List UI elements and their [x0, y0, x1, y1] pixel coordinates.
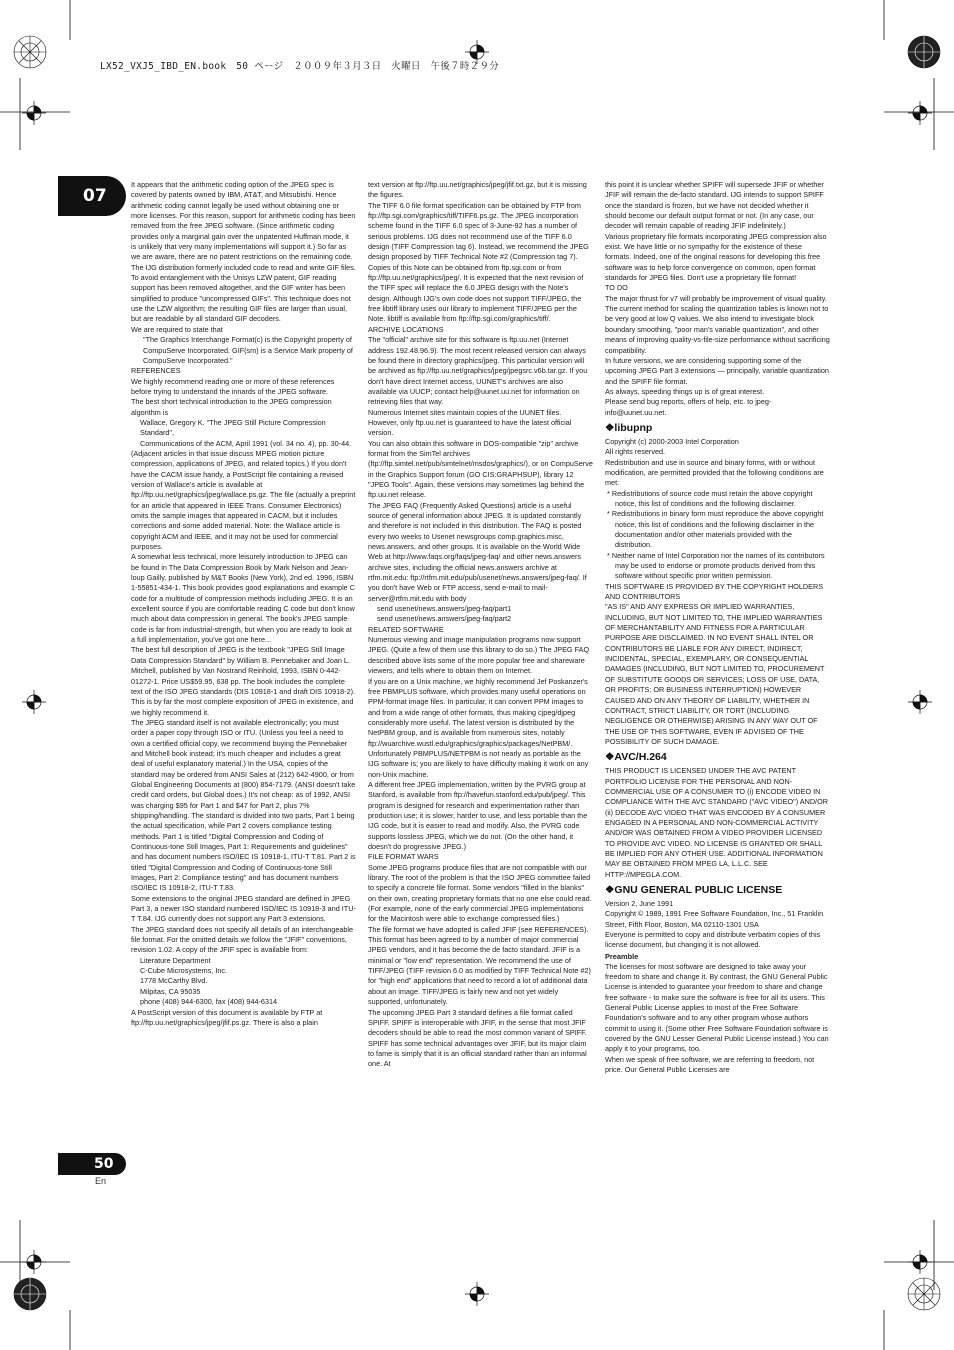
paragraph: You can also obtain this software in DOS-compatible "zip" archive format from the SimTel archives (ftp://ftp.simtel.net/pub/simtelnet/msdos/graphics/), or on CompuServe in the Graphics Support forum (GO CIS:GRAPHSUP), library 12 "JPEG Tools". Again, these versions may sometimes lag behind the ftp.uu.net release. — [368, 438, 593, 500]
paragraph: "AS IS" AND ANY EXPRESS OR IMPLIED WARRANTIES, INCLUDING, BUT NOT LIMITED TO, THE IMPLIED WARRANTIES OF MERCHANTABILITY AND FITNESS FOR A PARTICULAR PURPOSE ARE DISCLAIMED. IN NO EVENT SHALL INTEL OR CONTRIBUTORS BE LIABLE FOR ANY DIRECT, INDIRECT, INCIDENTAL, SPECIAL, EXEMPLARY, OR CONSEQUENTIAL DAMAGES (INCLUDING, BUT NOT LIMITED TO, PROCUREMENT OF SUBSTITUTE GOODS OR SERVICES; LOSS OF USE, DATA, OR PROFITS; OR BUSINESS INTERRUPTION) HOWEVER CAUSED AND ON ANY THEORY OF LIABILITY, WHETHER IN CONTRACT, STRICT LIABILITY, OR TORT (INCLUDING NEGLIGENCE OR OTHERWISE) ARISING IN ANY WAY OUT OF THE USE OF THIS SOFTWARE, EVEN IF ADVISED OF THE POSSIBILITY OF SUCH DAMAGE. — [605, 602, 825, 746]
paragraph: Redistribution and use in source and binary forms, with or without modification, are permitted provided that the following conditions are met: — [605, 457, 824, 488]
crosshair-mid-right — [908, 690, 932, 714]
crosshair-top-left — [22, 101, 46, 125]
paragraph: The "official" archive site for this software is ftp.uu.net (Internet address 192.48.96.9). The most recent released version can always be found there in directory graphics/jpeg. This particular version will be archived as ftp://ftp.uu.net/graphics/jpeg/jpegsrc.v6b.tar.gz. If you don't have direct Internet access, UUNET's archives are also available via UUCP; contact help@uunet.uu.net for information on retrieving files that way. — [368, 335, 588, 407]
paragraph: Some extensions to the original JPEG standard are defined in JPEG Part 3, a newer ISO standard numbered ISO/IEC IS 10918-3 and ITU-T T.84. IJG currently does not support any Part 3 extensions. — [131, 893, 356, 924]
paragraph: phone (408) 944-6300, fax (408) 944-6314 — [140, 997, 278, 1007]
paragraph: As always, speeding things up is of great interest. — [605, 386, 765, 396]
crosshair-top-right — [908, 101, 932, 125]
paragraph: All rights reserved. — [605, 447, 666, 457]
paragraph: "The Graphics Interchange Format(c) is the Copyright property of CompuServe Incorporated. GIF(sm) is a Service Mark property of CompuServe Incorporated." — [143, 335, 353, 365]
paragraph: THIS PRODUCT IS LICENSED UNDER THE AVC PATENT PORTFOLIO LICENSE FOR THE PERSONAL AND NON-COMMERCIAL USE OF A CONSUMER TO (i) ENCODE VIDEO IN COMPLIANCE WITH THE AVC STANDARD ("AVC VIDEO") AND/OR (ii) DECODE AVC VIDEO THAT WAS ENCODED BY A CONSUMER ENGAGED IN A PERSONAL AND NON-COMMERCIAL ACTIVITY AND/OR WAS OBTAINED FROM A VIDEO PROVIDER LICENSED TO PROVIDE AVC VIDEO. NO LICENSE IS GRANTED OR SHALL BE IMPLIED FOR ANY OTHER USE. ADDITIONAL INFORMATION MAY BE OBTAINED FROM MPEG LA, L.L.C. SEE HTTP://MPEGLA.COM. — [605, 766, 828, 879]
paragraph: The major thrust for v7 will probably be improvement of visual quality. The current method for scaling the quantization tables is known not to be very good at low Q values. We also intend to investigate block boundary smoothing, "poor man's variable quantization", and other means of improving quality-vs-file-size performance without sacrificing compatibility. — [605, 293, 830, 355]
paragraph: C-Cube Microsystems, Inc. — [140, 966, 228, 976]
paragraph: (Adjacent articles in that issue discuss MPEG motion picture compression, applications of JPEG, and related topics.) If you don't have the CACM issue handy, a PostScript file containing a revised version of Wallace's article is available at ftp://ftp.uu.net/graphics/jpeg/wallace.ps.gz. The file (actually a preprint for an article that appeared in IEEE Trans. Consumer Electronics) omits the sample images that appeared in CACM, but it includes corrections and some added material. Note: the Wallace article is copyright ACM and IEEE, and it may not be used for commercial purposes. — [131, 448, 356, 552]
crosshair-bottom-left — [22, 1250, 46, 1274]
paragraph: Copyright © 1989, 1991 Free Software Foundation, Inc., 51 Franklin Street, Fifth Floor, Boston, MA 02110-1301 USA — [605, 909, 824, 929]
paragraph: The licenses for most software are designed to take away your freedom to share and change it. By contrast, the GNU General Public License is intended to guarantee your freedom to share and change free software - to make sure the software is free for all its users. This General Public License applies to most of the Free Software Foundation's software and to any other program whose authors commit to using it. (Some other Free Software Foundation software is covered by the GNU Lesser General Public License instead.) You can apply it to your programs, too. — [605, 961, 829, 1054]
list-item: * Redistributions of source code must retain the above copyright notice, this list of conditions and the following disclaimer. — [607, 488, 813, 508]
paragraph: A different free JPEG implementation, written by the PVRG group at Stanford, is available from ftp://havefun.stanford.edu/pub/jpeg/. This program is designed for research and experimentation rather than production use; it is slower, harder to use, and less portable than the IJG code, but it is easier to read and modify. Also, the PVRG code supports lossless JPEG, which we do not. (On the other hand, it doesn't do progressive JPEG.) — [368, 779, 588, 851]
paragraph: Please send bug reports, offers of help, etc. to jpeg-info@uunet.uu.net. — [605, 397, 772, 417]
list-item: * Neither name of Intel Corporation nor the names of its contributors may be used to endorse or promote products derived from this software without specific prior written permission. — [607, 550, 825, 581]
paragraph: The best short technical introduction to the JPEG compression algorithm is — [131, 397, 332, 417]
language-code: En — [95, 1176, 107, 1186]
paragraph: Numerous viewing and image manipulation programs now support JPEG. (Quite a few of them use this library to do so.) The JPEG FAQ described above lists some of the more popular free and shareware viewers, and tells where to obtain them on Internet. — [368, 635, 590, 676]
paragraph: Communications of the ACM, April 1991 (vol. 34 no. 4), pp. 30-44. — [140, 438, 352, 448]
paragraph: Various proprietary file formats incorporating JPEG compression also exist. We have little or no sympathy for the existence of these formats. Indeed, one of the original reasons for developing this free software was to help force convergence on common, open format standards for JPEG files. Don't use a proprietary file format! — [605, 231, 827, 283]
paragraph: RELATED SOFTWARE — [368, 624, 444, 634]
paragraph: The IJG distribution formerly included code to read and write GIF files. To avoid entanglement with the Unisys LZW patent, GIF reading support has been removed altogether, and the GIF writer has been simplified to produce "uncompressed GIFs". This technique does not use the LZW algorithm; the resulting GIF files are larger than usual, but are readable by all standard GIF decoders. — [131, 262, 356, 324]
paragraph: send usenet/news.answers/jpeg-faq/part1 — [377, 604, 512, 614]
paragraph: TO DO — [605, 283, 628, 293]
paragraph: The JPEG standard itself is not available electronically; you must order a paper copy through ISO or ITU. (Unless you feel a need to own a certified official copy, we recommend buying the Pennebaker and Mitchell book instead; it's much cheaper and includes a great deal of useful explanatory material.) In the USA, copies of the standard may be ordered from ANSI Sales at (212) 642-4900, or from Global Engineering Documents at (800) 854-7179. (ANSI doesn't take credit card orders, but Global does.) It's not cheap: as of 1992, ANSI was charging $95 for Part 1 and $47 for Part 2, plus 7% shipping/handling. The standard is divided into two parts, Part 1 being the actual specification, while Part 2 covers compliance testing methods. Part 1 is titled "Digital Compression and Coding of Continuous-tone Still Images, Part 1: Requirements and guidelines" and has document numbers ISO/IEC IS 10918-1, ITU-T T.81. Part 2 is titled "Digital Compression and Coding of Continuous-tone Still Images, Part 2: Compliance testing" and has document numbers ISO/IEC IS 10918-2, ITU-T T.83. — [131, 717, 356, 893]
paragraph: THIS SOFTWARE IS PROVIDED BY THE COPYRIGHT HOLDERS AND CONTRIBUTORS — [605, 581, 824, 602]
chapter-tab: 07 — [58, 176, 126, 216]
subsection-heading: Preamble — [605, 951, 639, 961]
paragraph: A somewhat less technical, more leisurely introduction to JPEG can be found in The Data Compression Book by Mark Nelson and Jean-loup Gailly, published by M&T Books (New York), 2nd ed. 1996, ISBN 1-55851-434-1. This book provides good explanations and example C code for a multitude of compression methods including JPEG. It is an excellent source if you are comfortable reading C code but don't know much about data compression in general. The book's JPEG sample code is far from industrial-strength, but when you are ready to look at a full implementation, you've got one here... — [131, 552, 355, 645]
crosshair-bottom-center — [465, 1282, 489, 1306]
paragraph: Some JPEG programs produce files that are not compatible with our library. The root of the problem is that the ISO JPEG committee failed to specify a concrete file format. Some vendors "filled in the blanks" on their own, creating proprietary formats that no one else could read. (For example, none of the early commercial JPEG implementations for the Macintosh were able to exchange compressed files.) — [368, 862, 592, 924]
paragraph: ARCHIVE LOCATIONS — [368, 324, 444, 334]
paragraph: A PostScript version of this document is available by FTP at ftp://ftp.uu.net/graphics/jpeg/jfif.ps.gz. There is also a plain — [131, 1007, 323, 1027]
page-number: 50 — [58, 1153, 126, 1175]
section-heading: ❖AVC/H.264 — [605, 751, 667, 764]
paragraph: Everyone is permitted to copy and distribute verbatim copies of this license document, but changing it is not allowed. — [605, 930, 821, 950]
paragraph: Numerous Internet sites maintain copies of the UUNET files. However, only ftp.uu.net is guaranteed to have the latest official version. — [368, 407, 572, 438]
paragraph: The upcoming JPEG Part 3 standard defines a file format called SPIFF. SPIFF is interoperable with JFIF, in the sense that most JFIF decoders should be able to read the most common variant of SPIFF. SPIFF has some technical advantages over JFIF, but its major claim to fame is simply that it is an official standard rather than an informal one. At — [368, 1007, 587, 1069]
corner-target-top-left — [14, 36, 46, 68]
corner-target-bottom-right — [908, 1278, 940, 1310]
paragraph: The JPEG standard does not specify all details of an interchangeable file format. For the omitted details we follow the "JFIF" conventions, revision 1.02. A copy of the JFIF spec is available from: — [131, 924, 354, 955]
crosshair-mid-left — [22, 690, 46, 714]
list-item: * Redistributions in binary form must reproduce the above copyright notice, this list of conditions and the following disclaimer in the documentation and/or other materials provided with the distribution. — [607, 509, 824, 550]
paragraph: In future versions, we are considering supporting some of the upcoming JPEG Part 3 extensions — principally, variable quantization and the SPIFF file format. — [605, 355, 829, 386]
paragraph: The best full description of JPEG is the textbook "JPEG Still Image Data Compression Standard" by William B. Pennebaker and Joan L. Mitchell, published by Van Nostrand Reinhold, 1993, ISBN 0-442-01272-1. Price US$59.95, 638 pp. The book includes the complete text of the ISO JPEG standards (DIS 10918-1 and draft DIS 10918-2). This is by far the most complete exposition of JPEG in existence, and we highly recommend it. — [131, 645, 356, 717]
paragraph: Wallace, Gregory K. "The JPEG Still Picture Compression Standard", — [140, 417, 326, 438]
paragraph: We highly recommend reading one or more of these references before trying to understand the innards of the JPEG software. — [131, 376, 335, 396]
text-column-middle — [368, 180, 593, 1070]
paragraph: The file format we have adopted is called JFIF (see REFERENCES). This format has been agreed to by a number of major commercial JPEG vendors, and it has become the de facto standard. JFIF is a minimal or "low end" representation. We recommend the use of TIFF/JPEG (TIFF revision 6.0 as modified by TIFF Technical Note #2) for "high end" applications that need to record a lot of additional data about an image. TIFF/JPEG is fairly new and not yet widely supported, unfortunately. — [368, 924, 591, 1007]
print-job-header: LX52_VXJ5_IBD_EN.book 50 ページ ２００９年３月３日 火曜日 午後７時２９分 — [100, 61, 500, 72]
corner-target-bottom-left — [14, 1278, 46, 1310]
paragraph: Version 2, June 1991 — [605, 899, 674, 908]
paragraph: When we speak of free software, we are referring to freedom, not price. Our General Public Licenses are — [605, 1054, 815, 1075]
paragraph: REFERENCES — [131, 366, 181, 376]
paragraph: FILE FORMAT WARS — [368, 852, 439, 862]
paragraph: The JPEG FAQ (Frequently Asked Questions) article is a useful source of general information about JPEG. It is updated constantly and therefore is not included in this distribution. The FAQ is posted every two weeks to Usenet newsgroups comp.graphics.misc, news.answers, and other groups. It is available on the World Wide Web at http://www.faqs.org/faqs/jpeg-faq/ and other news.answers archive sites, including the official news.answers archive at rtfm.mit.edu: ftp://rtfm.mit.edu/pub/usenet/news.answers/jpeg-faq/. If you don't have Web or FTP access, send e-mail to mail-server@rtfm.mit.edu with body — [368, 500, 587, 603]
paragraph: send usenet/news.answers/jpeg-faq/part2 — [377, 614, 512, 624]
section-heading: ❖GNU GENERAL PUBLIC LICENSE — [605, 884, 783, 896]
paragraph: If you are on a Unix machine, we highly recommend Jef Poskanzer's free PBMPLUS software, which provides many useful operations on PPM-format image files. In particular, it can convert PPM images to and from a wide range of other formats, thus making cjpeg/djpeg considerably more useful. The latest version is distributed by the NetPBM group, and is available from numerous sites, notably ftp://wuarchive.wustl.edu/graphics/graphics/packages/NetPBM/. Unfortunately PBMPLUS/NETPBM is not nearly as portable as the IJG software is; you are likely to have difficulty making it work on any non-Unix machine. — [368, 676, 589, 779]
paragraph: text version at ftp://ftp.uu.net/graphics/jpeg/jfif.txt.gz, but it is missing the figures. — [368, 180, 587, 200]
corner-target-top-right — [908, 36, 940, 68]
paragraph: this point it is unclear whether SPIFF will supersede JFIF or whether JFIF will remain the de-facto standard. IJG intends to support SPIFF once the standard is frozen, but we have not decided whether it should become our default output format or not. (In any case, our decoder will remain capable of reading JFIF indefinitely.) — [605, 180, 824, 231]
paragraph: Milpitas, CA 95035 — [140, 986, 201, 996]
paragraph: Literature Department — [140, 955, 211, 965]
text-column-right — [605, 180, 830, 1076]
crosshair-bottom-right — [908, 1250, 932, 1274]
paragraph: We are required to state that — [131, 324, 223, 334]
text-column-left — [131, 180, 356, 1028]
paragraph: It appears that the arithmetic coding option of the JPEG spec is covered by patents owned by IBM, AT&T, and Mitsubishi. Hence arithmetic coding cannot legally be used without obtaining one or more licenses. For this reason, support for arithmetic coding has been removed from the free JPEG software. (Since arithmetic coding provides only a marginal gain over the unpatented Huffman mode, it is unlikely that very many implementations will support it.) So far as we are aware, there are no patent restrictions on the remaining code. — [131, 180, 356, 262]
paragraph: 1778 McCarthy Blvd. — [140, 976, 208, 986]
section-heading: ❖libupnp — [605, 421, 653, 434]
paragraph: The TIFF 6.0 file format specification can be obtained by FTP from ftp://ftp.sgi.com/graphics/tiff/TIFF6.ps.gz. The JPEG incorporation scheme found in the TIFF 6.0 spec of 3-June-92 has a number of serious problems. IJG does not recommend use of the TIFF 6.0 design (TIFF Compression tag 6). Instead, we recommend the JPEG design proposed by TIFF Technical Note #2 (Compression tag 7). Copies of this Note can be obtained from ftp.sgi.com or from ftp://ftp.uu.net/graphics/jpeg/. It is expected that the next revision of the TIFF spec will replace the 6.0 JPEG design with the Note's design. Although IJG's own code does not support TIFF/JPEG, the free libtiff library uses our library to implement TIFF/JPEG per the Note. libtiff is available from ftp://ftp.sgi.com/graphics/tiff/. — [368, 200, 589, 324]
paragraph: Copyright (c) 2000-2003 Intel Corporation — [605, 436, 739, 446]
